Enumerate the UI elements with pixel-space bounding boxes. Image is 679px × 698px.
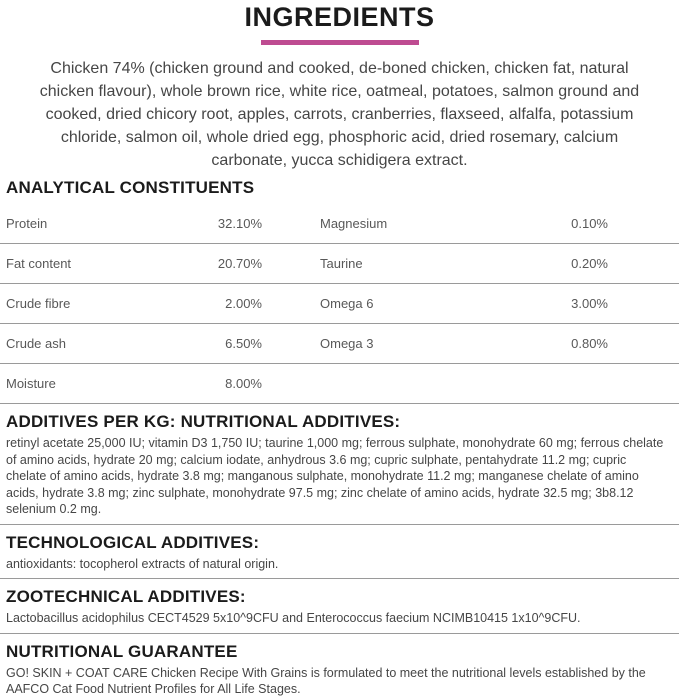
section-heading: ZOOTECHNICAL ADDITIVES: xyxy=(6,587,246,606)
constituent-label: Taurine xyxy=(320,256,363,271)
constituent-label: Crude ash xyxy=(6,336,66,351)
constituent-value: 0.80% xyxy=(571,336,608,351)
page-title: INGREDIENTS xyxy=(244,2,435,32)
constituent-value: 2.00% xyxy=(225,296,262,311)
analytical-constituents-table xyxy=(0,204,679,404)
section-body: antioxidants: tocopherol extracts of natural origin. xyxy=(6,556,279,571)
constituent-value: 0.10% xyxy=(571,216,608,231)
table-row xyxy=(0,364,679,404)
table-row xyxy=(0,324,679,364)
section-heading: ADDITIVES PER KG: NUTRITIONAL ADDITIVES: xyxy=(6,412,401,431)
constituent-label: Crude fibre xyxy=(6,296,71,311)
ingredients-text: Chicken 74% (chicken ground and cooked, de-boned chicken, chicken fat, natural chicken flavour), whole brown rice, white rice, oatmeal, potatoes, salmon ground and cooked, dried chicory root, apples, carrots, cranberries, flaxseed, alfalfa, potassium chloride, salmon oil, whole dried egg, phosphoric acid, dried rosemary, calcium carbonate, yucca schidigera extract. xyxy=(39,60,640,169)
section-heading: NUTRITIONAL GUARANTEE xyxy=(6,641,238,661)
section-nutritional-additives xyxy=(0,404,679,525)
constituent-value: 6.50% xyxy=(225,336,262,351)
constituent-value: 8.00% xyxy=(225,376,262,391)
section-nutritional-guarantee xyxy=(0,634,679,698)
section-technological-additives xyxy=(0,525,679,580)
section-body: retinyl acetate 25,000 IU; vitamin D3 1,750 IU; taurine 1,000 mg; ferrous sulphate, monohydrate 60 mg; ferrous chelate of amino acids, hydrate 20 mg; calcium iodate, anhydrous 3.6 mg; cupric sulphate, pentahydrate 11.2 mg; cupric chelate of amino acids, hydrate 3.8 mg; manganous sulphate, monohydrate 11.2 mg; manganese chelate of amino acids, hydrate 3.8 mg; zinc sulphate, monohydrate 97.5 mg; zinc chelate of amino acids, hydrate 32.5 mg; 3b8.12 selenium 0.2 mg. xyxy=(6,436,664,516)
constituent-value: 32.10% xyxy=(217,216,262,231)
constituent-label: Omega 3 xyxy=(320,336,374,351)
constituent-label: Magnesium xyxy=(320,216,388,231)
table-row xyxy=(0,284,679,324)
section-heading: TECHNOLOGICAL ADDITIVES: xyxy=(6,532,260,552)
constituent-label: Moisture xyxy=(6,376,56,391)
section-body: Lactobacillus acidophilus CECT4529 5x10^9CFU and Enterococcus faecium NCIMB10415 1x10^9CFU. xyxy=(6,611,581,625)
table-row xyxy=(0,244,679,284)
constituent-value: 0.20% xyxy=(571,256,608,271)
constituent-value: 20.70% xyxy=(217,256,262,271)
constituent-value: 3.00% xyxy=(571,296,608,311)
section-zootechnical-additives xyxy=(0,579,679,634)
analytical-constituents-heading: ANALYTICAL CONSTITUENTS xyxy=(6,178,255,197)
table-row xyxy=(0,204,679,244)
constituent-label: Omega 6 xyxy=(320,296,374,311)
accent-divider xyxy=(261,40,419,45)
constituent-label: Protein xyxy=(6,216,48,231)
section-body: GO! SKIN + COAT CARE Chicken Recipe With Grains is formulated to meet the nutritional levels established by the AAFCO Cat Food Nutrient Profiles for All Life Stages. xyxy=(6,665,646,696)
constituent-label: Fat content xyxy=(6,256,72,271)
ingredients-label-page xyxy=(0,2,679,696)
